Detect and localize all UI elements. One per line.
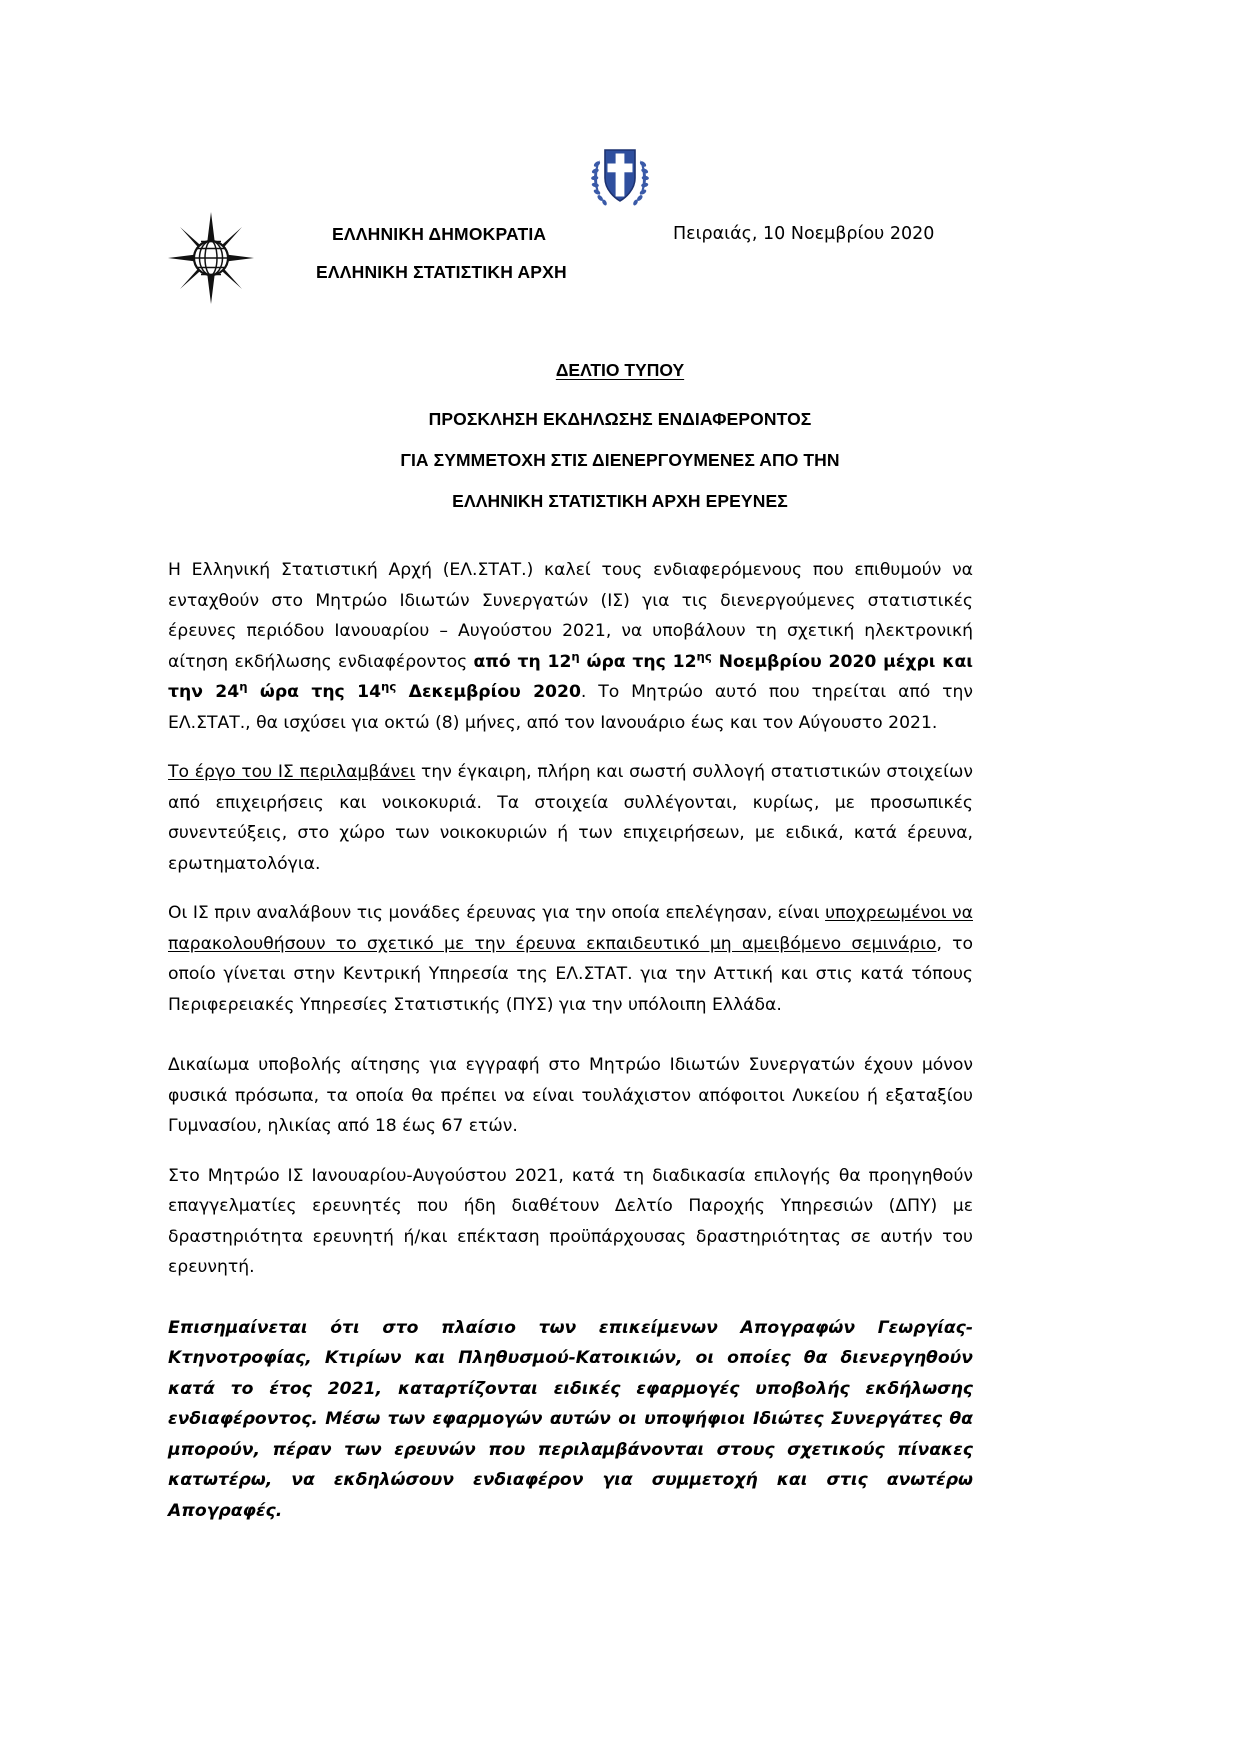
p1-bold-e: Δεκεμβρίου 2020 bbox=[396, 682, 581, 702]
paragraph-1 bbox=[168, 555, 973, 738]
p1-segment-1: Η Ελληνική Στατιστική Αρχή (ΕΛ.ΣΤΑΤ.) καλεί τους ενδιαφερόμενους που επιθυμούν να ενταχθούν στο Μητρώο Ιδιωτών Συνεργατών (ΙΣ) για τις διενεργούμενες στατιστικές έρευνες περιόδου Ιανουαρίου – Αυγούστου 2021, να υποβάλουν τη σχετική ηλεκτρονική αίτηση εκδήλωσης ενδιαφέροντος bbox=[168, 560, 973, 672]
p3-underlined-phrase: υποχρεωμένοι να παρακολουθήσουν το σχετικό με την έρευνα εκπαιδευτικό μη αμειβόμενο σεμινάριο bbox=[168, 903, 973, 954]
p1-sup-b: ης bbox=[696, 648, 712, 663]
p2-segment-1: την έγκαιρη, πλήρη και σωστή συλλογή στατιστικών στοιχείων από επιχειρήσεις και νοικοκυριά. Τα στοιχεία συλλέγονται, κυρίως, με προσωπικές συνεντεύξεις, στο χώρο των νοικοκυριών ή των επιχειρήσεων, με ειδικά, κατά έρευνα, ερωτηματολόγια. bbox=[168, 762, 973, 874]
subject-title-line-3: ΕΛΛΗΝΙΚΗ ΣΤΑΤΙΣΤΙΚΗ ΑΡΧΗ ΕΡΕΥΝΕΣ bbox=[452, 491, 788, 511]
organization-line-2: ΕΛΛΗΝΙΚΗ ΣΤΑΤΙΣΤΙΚΗ ΑΡΧΗ bbox=[316, 262, 567, 282]
document-header bbox=[0, 0, 1240, 330]
subject-title-line-1: ΠΡΟΣΚΛΗΣΗ ΕΚΔΗΛΩΣΗΣ ΕΝΔΙΑΦΕΡΟΝΤΟΣ bbox=[428, 409, 812, 429]
p3-segment-1: Οι ΙΣ πριν αναλάβουν τις μονάδες έρευνας για την οποία επελέγησαν, είναι bbox=[168, 903, 826, 923]
hellenic-republic-coat-of-arms-icon bbox=[589, 138, 651, 212]
paragraph-6-emphasis: Επισημαίνεται ότι στο πλαίσιο των επικείμενων Απογραφών Γεωργίας-Κτηνοτροφίας, Κτιρίων και Πληθυσμού-Κατοικιών, οι οποίες θα διενεργηθούν κατά το έτος 2021, καταρτίζονται ειδικές εφαρμογές υποβολής εκδήλωσης ενδιαφέροντος. Μέσω των εφαρμογών αυτών οι υποψήφιοι Ιδιώτες Συνεργάτες θα μπορούν, πέραν των ερευνών που περιλαμβάνονται στους σχετικούς πίνακες κατωτέρω, να εκδηλώσουν ενδιαφέρον για συμμετοχή και στις ανωτέρω Απογραφές. bbox=[168, 1317, 973, 1521]
organization-line-1: ΕΛΛΗΝΙΚΗ ΔΗΜΟΚΡΑΤΙΑ bbox=[332, 224, 547, 244]
p1-bold-d: ώρα της 14 bbox=[247, 682, 382, 702]
title-block bbox=[0, 360, 1240, 512]
p1-segment-2: . Το Μητρώο αυτό που τηρείται από την ΕΛ.ΣΤΑΤ., θα ισχύσει για οκτώ (8) μήνες, από τον Ιανουάριο έως και τον Αύγουστο 2021. bbox=[168, 682, 973, 733]
p1-sup-a: η bbox=[571, 648, 580, 663]
paragraph-4: Δικαίωμα υποβολής αίτησης για εγγραφή στο Μητρώο Ιδιωτών Συνεργατών έχουν μόνον φυσικά πρόσωπα, τα οποία θα πρέπει να είναι τουλάχιστον απόφοιτοι Λυκείου ή εξαταξίου Γυμνασίου, ηλικίας από 18 έως 67 ετών. bbox=[168, 1055, 973, 1136]
place-and-date: Πειραιάς, 10 Νοεμβρίου 2020 bbox=[673, 224, 935, 244]
subject-title-line-2: ΓΙΑ ΣΥΜΜΕΤΟΧΗ ΣΤΙΣ ΔΙΕΝΕΡΓΟΥΜΕΝΕΣ ΑΠΟ ΤΗΝ bbox=[400, 450, 840, 470]
document-body bbox=[168, 555, 973, 1545]
elstat-compass-rose-logo-icon bbox=[168, 212, 254, 304]
p2-underlined-phrase: Το έργο του ΙΣ περιλαμβάνει bbox=[168, 762, 416, 782]
p1-bold-a: από τη 12 bbox=[473, 651, 572, 672]
emblem-container bbox=[0, 138, 1240, 216]
p1-sup-d: ης bbox=[381, 679, 397, 694]
paragraph-5: Στο Μητρώο ΙΣ Ιανουαρίου-Αυγούστου 2021, κατά τη διαδικασία επιλογής θα προηγηθούν επαγγελματίες ερευνητές που ήδη διαθέτουν Δελτίο Παροχής Υπηρεσιών (ΔΠΥ) με δραστηριότητα ερευνητή ή/και επέκταση προϋπάρχουσας δραστηριότητας σε αυτήν του ερευνητή. bbox=[168, 1165, 973, 1277]
paragraph-3 bbox=[168, 898, 973, 1020]
p1-bold-b: ώρα της 12 bbox=[579, 651, 697, 672]
paragraph-2 bbox=[168, 757, 973, 879]
p3-segment-2: , το οποίο γίνεται στην Κεντρική Υπηρεσία της ΕΛ.ΣΤΑΤ. για την Αττική και στις κατά τόπους Περιφερειακές Υπηρεσίες Στατιστικής (ΠΥΣ) για την υπόλοιπη Ελλάδα. bbox=[168, 933, 973, 1015]
press-release-title: ΔΕΛΤΙΟ ΤΥΠΟΥ bbox=[555, 360, 685, 380]
p1-bold-c: Νοεμβρίου 2020 μέχρι και την 24 bbox=[168, 651, 973, 702]
p1-sup-c: η bbox=[239, 679, 248, 694]
